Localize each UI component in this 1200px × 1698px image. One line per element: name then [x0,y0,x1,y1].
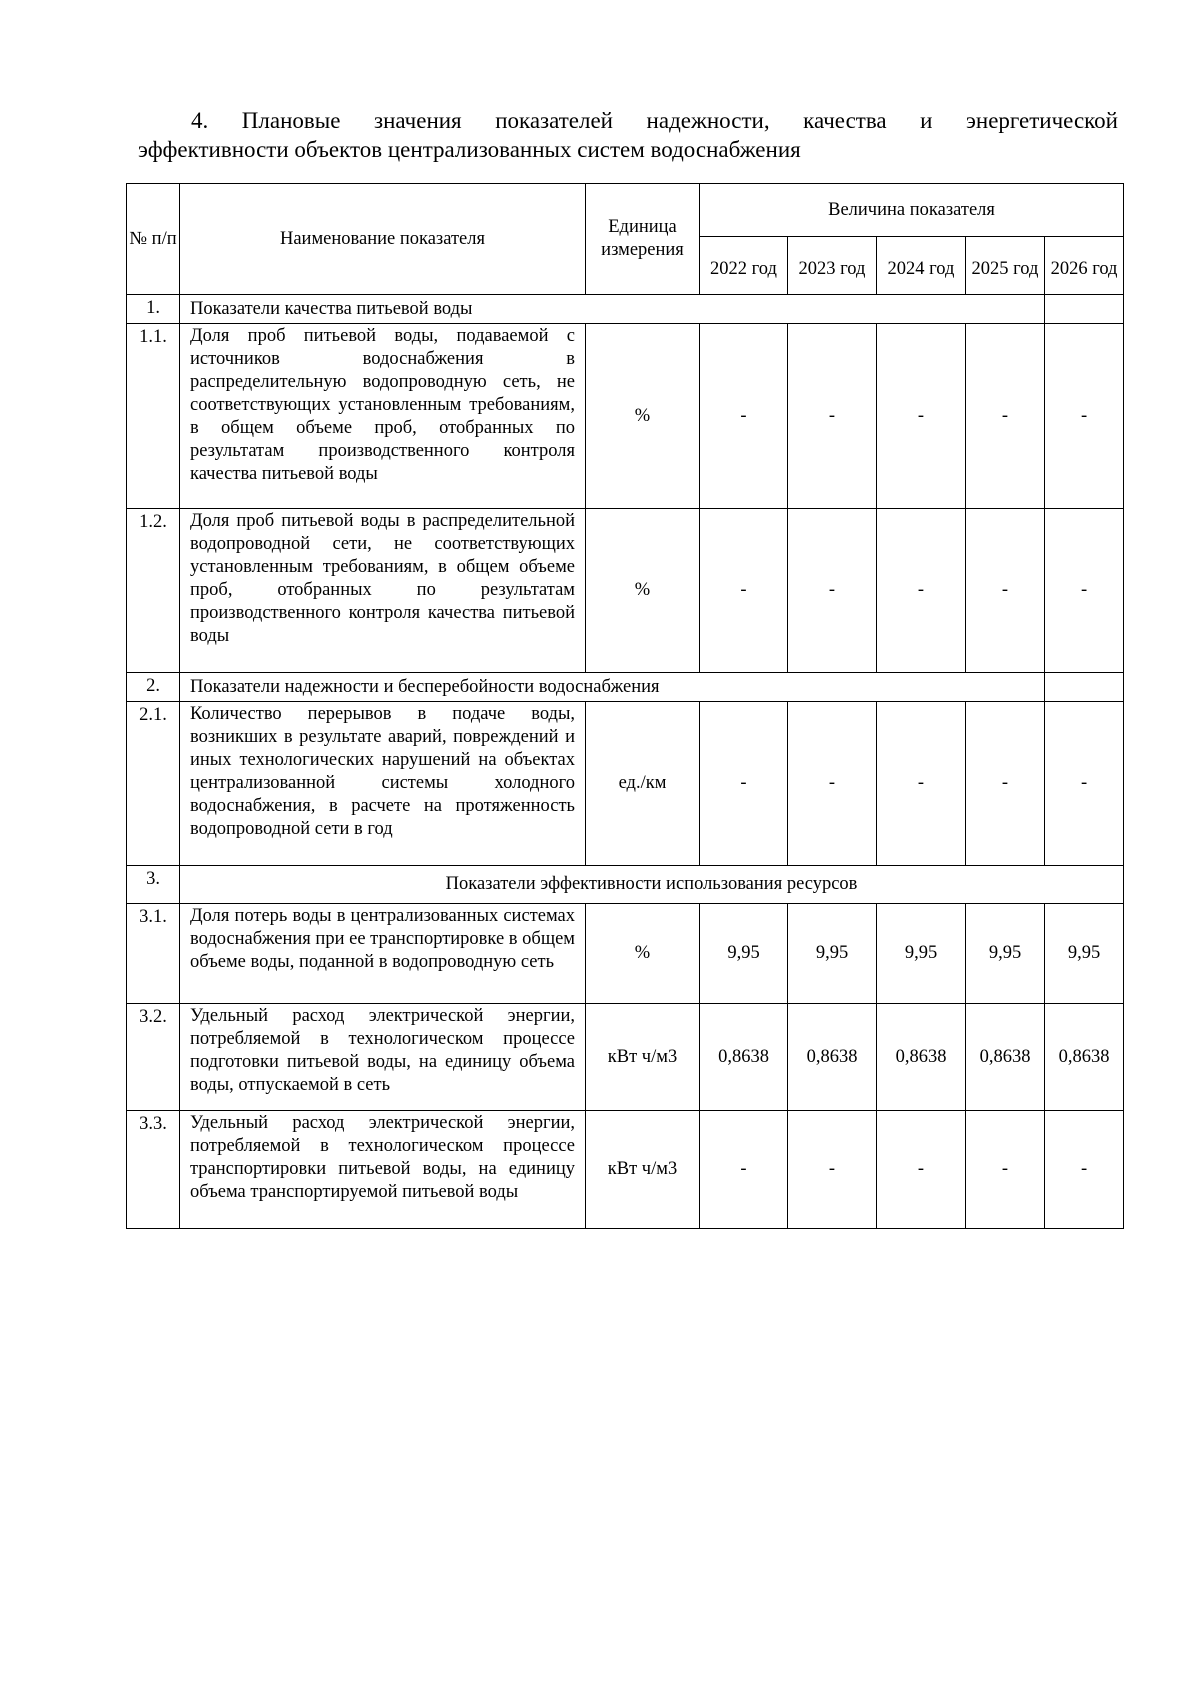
table-row [127,702,1124,866]
section-heading [138,106,1118,164]
indicator-value: - [966,1111,1045,1229]
indicator-value: - [788,324,877,509]
indicator-value: - [966,509,1045,673]
table-row [127,1004,1124,1111]
section-title: Показатели эффективности использования ресурсов [180,866,1124,904]
indicator-value: - [966,324,1045,509]
table-row [127,1111,1124,1229]
header-year: 2026 год [1045,237,1124,295]
header-year: 2023 год [788,237,877,295]
section-num: 3. [127,866,180,904]
indicator-value: - [788,1111,877,1229]
indicator-name: Удельный расход электрической энергии, потребляемой в технологическом процессе транспортировки питьевой воды, на единицу объема транспортируемой питьевой воды [180,1111,586,1229]
indicator-unit: % [586,904,700,1004]
indicator-unit: ед./км [586,702,700,866]
heading-line-2: эффективности объектов централизованных систем водоснабжения [138,137,801,162]
header-num: № п/п [127,184,180,295]
indicators-table [126,183,1124,1229]
indicator-value: - [966,702,1045,866]
table-row [127,324,1124,509]
indicator-unit: % [586,324,700,509]
indicator-value: - [788,702,877,866]
empty-cell [1045,295,1124,324]
row-num: 1.2. [127,509,180,673]
indicator-value: 0,8638 [966,1004,1045,1111]
indicator-value: - [788,509,877,673]
indicator-value: 9,95 [877,904,966,1004]
section-row [127,295,1124,324]
empty-cell [1045,673,1124,702]
row-num: 3.1. [127,904,180,1004]
header-year: 2022 год [700,237,788,295]
indicator-value: - [700,509,788,673]
table-row [127,509,1124,673]
section-row [127,866,1124,904]
indicator-name: Доля потерь воды в централизованных системах водоснабжения при ее транспортировке в общем объеме воды, поданной в водопроводную сеть [180,904,586,1004]
indicator-unit: % [586,509,700,673]
indicator-value: 9,95 [966,904,1045,1004]
header-name: Наименование показателя [180,184,586,295]
indicator-name: Удельный расход электрической энергии, потребляемой в технологическом процессе подготовки питьевой воды, на единицу объема воды, отпускаемой в сеть [180,1004,586,1111]
indicator-value: 9,95 [1045,904,1124,1004]
section-row [127,673,1124,702]
row-num: 2.1. [127,702,180,866]
indicator-value: 0,8638 [1045,1004,1124,1111]
header-unit: Единица измерения [586,184,700,295]
indicator-value: 0,8638 [700,1004,788,1111]
row-num: 3.2. [127,1004,180,1111]
indicator-value: - [1045,1111,1124,1229]
indicator-value: - [877,509,966,673]
indicator-value: - [700,1111,788,1229]
table-row [127,904,1124,1004]
section-title: Показатели надежности и бесперебойности водоснабжения [180,673,1045,702]
indicator-value: - [877,324,966,509]
indicator-unit: кВт ч/м3 [586,1004,700,1111]
indicator-value: - [1045,509,1124,673]
indicator-value: - [700,702,788,866]
indicator-name: Доля проб питьевой воды, подаваемой с источников водоснабжения в распределительную водопроводную сеть, не соответствующих установленным требованиям, в общем объеме проб, отобранных по результатам производственного контроля качества питьевой воды [180,324,586,509]
heading-line-1: 4. Плановые значения показателей надежности, качества и энергетической [191,108,1118,133]
section-num: 1. [127,295,180,324]
indicator-value: - [877,1111,966,1229]
indicator-value: - [1045,702,1124,866]
indicator-value: 9,95 [788,904,877,1004]
indicator-value: 0,8638 [788,1004,877,1111]
row-num: 1.1. [127,324,180,509]
header-year: 2025 год [966,237,1045,295]
indicator-value: - [700,324,788,509]
indicator-value: - [1045,324,1124,509]
header-row-1 [127,184,1124,237]
indicator-value: 0,8638 [877,1004,966,1111]
section-title: Показатели качества питьевой воды [180,295,1045,324]
section-num: 2. [127,673,180,702]
indicator-value: 9,95 [700,904,788,1004]
indicator-unit: кВт ч/м3 [586,1111,700,1229]
header-value-group: Величина показателя [700,184,1124,237]
indicator-value: - [877,702,966,866]
row-num: 3.3. [127,1111,180,1229]
indicator-name: Количество перерывов в подаче воды, возникших в результате аварий, повреждений и иных технологических нарушений на объектах централизованной системы холодного водоснабжения, в расчете на протяженность водопроводной сети в год [180,702,586,866]
header-year: 2024 год [877,237,966,295]
indicator-name: Доля проб питьевой воды в распределительной водопроводной сети, не соответствующих установленным требованиям, в общем объеме проб, отобранных по результатам производственного контроля качества питьевой воды [180,509,586,673]
